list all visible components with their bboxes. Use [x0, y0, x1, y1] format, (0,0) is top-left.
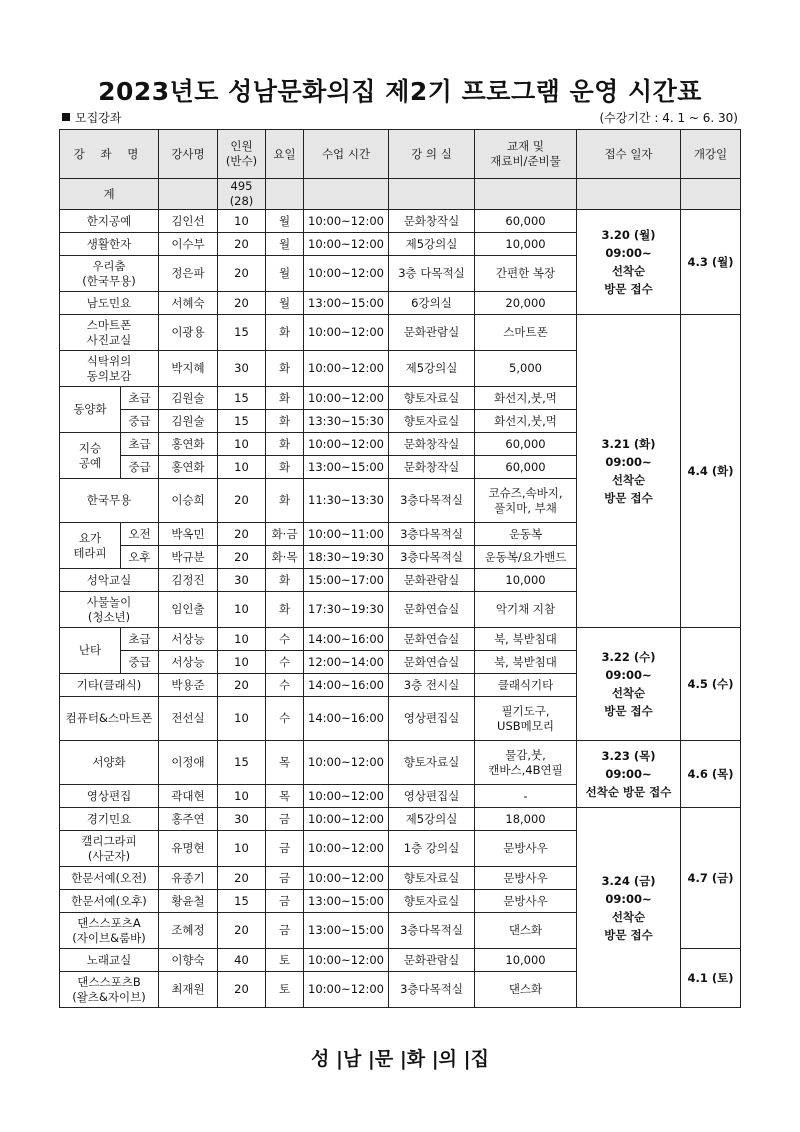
- materials-line: 필기도구,: [501, 703, 550, 718]
- materials: 운동복/요가밴드: [475, 546, 577, 569]
- classroom: 3층 전시실: [389, 674, 475, 697]
- course-name-line: 사물놀이: [86, 594, 132, 609]
- course-name: 컴퓨터&스마트폰: [60, 697, 159, 741]
- classroom: 문화관람실: [389, 315, 475, 351]
- course-level: 중급: [121, 410, 159, 433]
- course-name: [60, 913, 159, 949]
- classroom: 문화창작실: [389, 456, 475, 479]
- course-group: 동양화: [60, 387, 121, 433]
- weekday: 화: [266, 479, 304, 523]
- registration-date-line: 선착순: [611, 686, 646, 700]
- registration-date: [577, 808, 681, 1008]
- header-capacity: 인원 (반수): [218, 130, 266, 179]
- materials: 60,000: [475, 433, 577, 456]
- instructor: 조혜정: [159, 913, 218, 949]
- weekday: 수: [266, 674, 304, 697]
- header-registration: 접수 일자: [577, 130, 681, 179]
- class-time: 10:00~12:00: [304, 785, 389, 808]
- class-time: 10:00~12:00: [304, 831, 389, 867]
- instructor: 정은파: [159, 256, 218, 292]
- course-name: [60, 831, 159, 867]
- materials: 화선지,붓,먹: [475, 410, 577, 433]
- registration-date-line: 3.21 (화): [601, 437, 656, 451]
- course-name: [60, 972, 159, 1008]
- materials: 60,000: [475, 456, 577, 479]
- materials: 간편한 복장: [475, 256, 577, 292]
- capacity: 30: [218, 808, 266, 831]
- capacity: 10: [218, 651, 266, 674]
- registration-date-line: 선착순: [611, 473, 646, 487]
- course-level: 오전: [121, 523, 159, 546]
- course-name: 노래교실: [60, 949, 159, 972]
- capacity: 20: [218, 913, 266, 949]
- classroom: 문화창작실: [389, 433, 475, 456]
- course-name: [60, 351, 159, 387]
- class-time: 10:00~12:00: [304, 741, 389, 785]
- classroom: 문화연습실: [389, 592, 475, 628]
- registration-date-line: 방문 접수: [604, 704, 653, 718]
- registration-date-line: 09:00~: [605, 767, 652, 781]
- weekday: 금: [266, 890, 304, 913]
- instructor: 서상능: [159, 628, 218, 651]
- weekday: 수: [266, 651, 304, 674]
- course-level: 초급: [121, 433, 159, 456]
- instructor: 박규분: [159, 546, 218, 569]
- materials: 5,000: [475, 351, 577, 387]
- capacity: 20: [218, 479, 266, 523]
- class-time: 11:30~13:30: [304, 479, 389, 523]
- page-title: 2023년도 성남문화의집 제2기 프로그램 운영 시간표: [98, 77, 702, 106]
- capacity: 20: [218, 546, 266, 569]
- materials-line: 풀치마, 부채: [494, 500, 557, 515]
- section-label: [62, 109, 121, 126]
- materials: 댄스화: [475, 913, 577, 949]
- course-group: [60, 523, 121, 569]
- course-name: [60, 256, 159, 292]
- course-name-line: 댄스스포츠B: [77, 974, 141, 989]
- capacity: 20: [218, 867, 266, 890]
- course-name-line: (왈츠&자이브): [72, 989, 146, 1004]
- registration-date: [577, 741, 681, 808]
- weekday: 화: [266, 456, 304, 479]
- materials: -: [475, 785, 577, 808]
- start-date: 4.6 (목): [681, 741, 741, 808]
- materials: 문방사우: [475, 890, 577, 913]
- registration-date-line: 선착순: [611, 264, 646, 278]
- class-time: 13:00~15:00: [304, 913, 389, 949]
- capacity: 15: [218, 387, 266, 410]
- classroom: 문화창작실: [389, 210, 475, 233]
- materials: 문방사우: [475, 867, 577, 890]
- weekday: 금: [266, 913, 304, 949]
- capacity: 10: [218, 210, 266, 233]
- materials: 클래식기타: [475, 674, 577, 697]
- class-time: 10:00~11:00: [304, 523, 389, 546]
- materials: 문방사우: [475, 831, 577, 867]
- materials: 화선지,붓,먹: [475, 387, 577, 410]
- instructor: 박옥민: [159, 523, 218, 546]
- start-date: 4.3 (월): [681, 210, 741, 315]
- weekday: 화: [266, 351, 304, 387]
- header-instructor: 강사명: [159, 130, 218, 179]
- materials-line: 물감,붓,: [505, 747, 546, 762]
- course-group-line: 요가: [78, 530, 102, 545]
- header-start-date: 개강일: [681, 130, 741, 179]
- instructor: 박용준: [159, 674, 218, 697]
- capacity: 10: [218, 785, 266, 808]
- registration-date-line: 방문 접수: [604, 491, 653, 505]
- course-name-line: 식탁위의: [86, 353, 132, 368]
- class-time: 17:30~19:30: [304, 592, 389, 628]
- weekday: 화: [266, 592, 304, 628]
- class-time: 14:00~16:00: [304, 697, 389, 741]
- instructor: 곽대현: [159, 785, 218, 808]
- classroom: 3층다목적실: [389, 972, 475, 1008]
- weekday: 화: [266, 569, 304, 592]
- header-day: 요일: [266, 130, 304, 179]
- classroom: 제5강의실: [389, 808, 475, 831]
- instructor: 서혜숙: [159, 292, 218, 315]
- materials: 18,000: [475, 808, 577, 831]
- start-date: 4.4 (화): [681, 315, 741, 628]
- classroom: 문화관람실: [389, 949, 475, 972]
- header-time: 수업 시간: [304, 130, 389, 179]
- class-time: 10:00~12:00: [304, 256, 389, 292]
- classroom: 문화관람실: [389, 569, 475, 592]
- registration-date: [577, 315, 681, 628]
- schedule-table: [59, 129, 741, 1008]
- materials-line: 코슈즈,속바지,: [488, 485, 563, 500]
- course-name-line: (자이브&룸바): [72, 930, 146, 945]
- registration-date-line: 09:00~: [605, 668, 652, 682]
- instructor: 임인출: [159, 592, 218, 628]
- materials: 운동복: [475, 523, 577, 546]
- classroom: 3층다목적실: [389, 523, 475, 546]
- instructor: 이수부: [159, 233, 218, 256]
- instructor: 김정진: [159, 569, 218, 592]
- weekday: 수: [266, 628, 304, 651]
- weekday: 화: [266, 433, 304, 456]
- weekday: 월: [266, 210, 304, 233]
- course-group-line: 공예: [78, 455, 102, 470]
- class-time: 10:00~12:00: [304, 387, 389, 410]
- table-row: [60, 315, 741, 351]
- instructor: 홍주연: [159, 808, 218, 831]
- header-materials: 교재 및 재료비/준비물: [475, 130, 577, 179]
- instructor: 이광용: [159, 315, 218, 351]
- instructor: 홍연화: [159, 456, 218, 479]
- materials: 20,000: [475, 292, 577, 315]
- class-time: 10:00~12:00: [304, 351, 389, 387]
- materials: [475, 741, 577, 785]
- course-name-line: (한국무용): [82, 273, 136, 288]
- registration-date-line: 09:00~: [605, 246, 652, 260]
- class-time: 10:00~12:00: [304, 867, 389, 890]
- weekday: 목: [266, 785, 304, 808]
- materials-line: USB메모리: [497, 718, 554, 733]
- course-period: (수강기간 : 4. 1 ~ 6. 30): [599, 111, 738, 125]
- class-time: 10:00~12:00: [304, 210, 389, 233]
- capacity: 15: [218, 315, 266, 351]
- course-name: 한문서예(오후): [60, 890, 159, 913]
- registration-date: [577, 210, 681, 315]
- classroom: 제5강의실: [389, 351, 475, 387]
- capacity: 20: [218, 972, 266, 1008]
- start-date: 4.7 (금): [681, 808, 741, 949]
- instructor: 박지혜: [159, 351, 218, 387]
- materials: 10,000: [475, 233, 577, 256]
- weekday: 수: [266, 697, 304, 741]
- class-time: 10:00~12:00: [304, 808, 389, 831]
- class-time: 10:00~12:00: [304, 315, 389, 351]
- registration-date-line: 선착순 방문 접수: [585, 785, 672, 799]
- weekday: 금: [266, 808, 304, 831]
- course-name-line: (사군자): [87, 848, 131, 863]
- class-time: 10:00~12:00: [304, 233, 389, 256]
- weekday: 목: [266, 741, 304, 785]
- weekday: 금: [266, 831, 304, 867]
- instructor: 홍연화: [159, 433, 218, 456]
- footer-org-name: 성 |남 |문 |화 |의 |집: [311, 1048, 489, 1070]
- registration-date-line: 3.20 (월): [601, 228, 656, 242]
- registration-date-line: 3.23 (목): [601, 749, 656, 763]
- class-time: 18:30~19:30: [304, 546, 389, 569]
- header-row: [60, 130, 741, 179]
- weekday: 화: [266, 387, 304, 410]
- registration-date-line: 방문 접수: [604, 282, 653, 296]
- materials: 10,000: [475, 949, 577, 972]
- course-level: 중급: [121, 651, 159, 674]
- course-name: 한문서예(오전): [60, 867, 159, 890]
- course-name: 서양화: [60, 741, 159, 785]
- start-date: 4.1 (토): [681, 949, 741, 1008]
- total-label: 계: [60, 179, 159, 210]
- materials: 10,000: [475, 569, 577, 592]
- instructor: 전선실: [159, 697, 218, 741]
- capacity: 30: [218, 351, 266, 387]
- capacity: 15: [218, 741, 266, 785]
- classroom: 향토자료실: [389, 867, 475, 890]
- weekday: 토: [266, 949, 304, 972]
- capacity: 20: [218, 256, 266, 292]
- class-time: 10:00~12:00: [304, 433, 389, 456]
- table-row: [60, 741, 741, 785]
- course-name: 남도민요: [60, 292, 159, 315]
- class-time: 13:30~15:30: [304, 410, 389, 433]
- classroom: 향토자료실: [389, 387, 475, 410]
- total-capacity: 495 (28): [218, 179, 266, 210]
- materials: 북, 북받침대: [475, 628, 577, 651]
- instructor: 유명현: [159, 831, 218, 867]
- class-time: 13:00~15:00: [304, 890, 389, 913]
- course-name-line: (청소년): [87, 609, 131, 624]
- class-time: 15:00~17:00: [304, 569, 389, 592]
- capacity: 10: [218, 831, 266, 867]
- class-time: 13:00~15:00: [304, 292, 389, 315]
- classroom: 문화연습실: [389, 651, 475, 674]
- registration-date-line: 선착순: [611, 909, 646, 924]
- header-room: 강 의 실: [389, 130, 475, 179]
- classroom: 3층다목적실: [389, 913, 475, 949]
- square-bullet-icon: [62, 113, 70, 121]
- weekday: 월: [266, 256, 304, 292]
- capacity: 20: [218, 523, 266, 546]
- course-name: 영상편집: [60, 785, 159, 808]
- capacity: 20: [218, 233, 266, 256]
- table-row: [60, 808, 741, 831]
- classroom: 3층다목적실: [389, 479, 475, 523]
- table-row: [60, 210, 741, 233]
- registration-date-line: 방문 접수: [604, 927, 653, 942]
- class-time: 13:00~15:00: [304, 456, 389, 479]
- materials: [475, 479, 577, 523]
- course-name-line: 댄스스포츠A: [77, 915, 141, 930]
- class-time: 10:00~12:00: [304, 949, 389, 972]
- weekday: 토: [266, 972, 304, 1008]
- capacity: 10: [218, 592, 266, 628]
- classroom: 제5강의실: [389, 233, 475, 256]
- instructor: 김원술: [159, 410, 218, 433]
- registration-date-line: 3.24 (금): [601, 873, 656, 888]
- materials: 60,000: [475, 210, 577, 233]
- capacity: 10: [218, 433, 266, 456]
- classroom: 영상편집실: [389, 697, 475, 741]
- materials: [475, 697, 577, 741]
- instructor: 최재원: [159, 972, 218, 1008]
- materials: 댄스화: [475, 972, 577, 1008]
- weekday: 화·금: [266, 523, 304, 546]
- course-name-line: 스마트폰: [86, 317, 132, 332]
- instructor: 김원술: [159, 387, 218, 410]
- classroom: 3층 다목적실: [389, 256, 475, 292]
- class-time: 10:00~12:00: [304, 972, 389, 1008]
- materials-line: 캔바스,4B연필: [488, 762, 563, 777]
- capacity: 30: [218, 569, 266, 592]
- section-label-text: 모집강좌: [75, 111, 122, 125]
- instructor: 황윤철: [159, 890, 218, 913]
- capacity: 15: [218, 890, 266, 913]
- materials: 악기채 지참: [475, 592, 577, 628]
- course-group: 난타: [60, 628, 121, 674]
- instructor: 이향숙: [159, 949, 218, 972]
- course-level: 오후: [121, 546, 159, 569]
- course-group-line: 테라피: [73, 545, 107, 560]
- registration-date-line: 09:00~: [605, 891, 652, 906]
- course-level: 중급: [121, 456, 159, 479]
- total-row: [60, 179, 741, 210]
- class-time: 14:00~16:00: [304, 674, 389, 697]
- instructor: 유종기: [159, 867, 218, 890]
- weekday: 화: [266, 315, 304, 351]
- classroom: 6강의실: [389, 292, 475, 315]
- classroom: 영상편집실: [389, 785, 475, 808]
- weekday: 화: [266, 410, 304, 433]
- course-name-line: 캘리그라피: [81, 833, 137, 848]
- capacity: 10: [218, 697, 266, 741]
- instructor: 서상능: [159, 651, 218, 674]
- class-time: 12:00~14:00: [304, 651, 389, 674]
- course-name: 경기민요: [60, 808, 159, 831]
- capacity: 10: [218, 456, 266, 479]
- capacity: 40: [218, 949, 266, 972]
- classroom: 향토자료실: [389, 741, 475, 785]
- weekday: 금: [266, 867, 304, 890]
- weekday: 화·목: [266, 546, 304, 569]
- capacity: 15: [218, 410, 266, 433]
- course-level: 초급: [121, 628, 159, 651]
- weekday: 월: [266, 292, 304, 315]
- start-date: 4.5 (수): [681, 628, 741, 741]
- registration-date-line: 09:00~: [605, 455, 652, 469]
- course-name: [60, 315, 159, 351]
- registration-date: [577, 628, 681, 741]
- registration-date-line: 3.22 (수): [601, 650, 656, 664]
- instructor: 이승희: [159, 479, 218, 523]
- classroom: 향토자료실: [389, 410, 475, 433]
- classroom: 문화연습실: [389, 628, 475, 651]
- course-name: 생활한자: [60, 233, 159, 256]
- classroom: 1층 강의실: [389, 831, 475, 867]
- instructor: 김인선: [159, 210, 218, 233]
- course-name-line: 사진교실: [86, 332, 132, 347]
- header-course: 강 좌 명: [60, 130, 159, 179]
- capacity: 20: [218, 292, 266, 315]
- course-name: 성악교실: [60, 569, 159, 592]
- capacity: 10: [218, 628, 266, 651]
- course-name: [60, 592, 159, 628]
- instructor: 이정애: [159, 741, 218, 785]
- course-name-line: 우리춤: [92, 258, 126, 273]
- course-name: 한지공예: [60, 210, 159, 233]
- course-name-line: 동의보감: [86, 368, 132, 383]
- materials: 스마트폰: [475, 315, 577, 351]
- table-row: [60, 628, 741, 651]
- course-name: 한국무용: [60, 479, 159, 523]
- course-group-line: 지승: [78, 440, 102, 455]
- course-group: [60, 433, 121, 479]
- capacity: 20: [218, 674, 266, 697]
- classroom: 향토자료실: [389, 890, 475, 913]
- course-name: 기타(클래식): [60, 674, 159, 697]
- materials: 북, 북받침대: [475, 651, 577, 674]
- weekday: 월: [266, 233, 304, 256]
- classroom: 3층다목적실: [389, 546, 475, 569]
- course-level: 초급: [121, 387, 159, 410]
- class-time: 14:00~16:00: [304, 628, 389, 651]
